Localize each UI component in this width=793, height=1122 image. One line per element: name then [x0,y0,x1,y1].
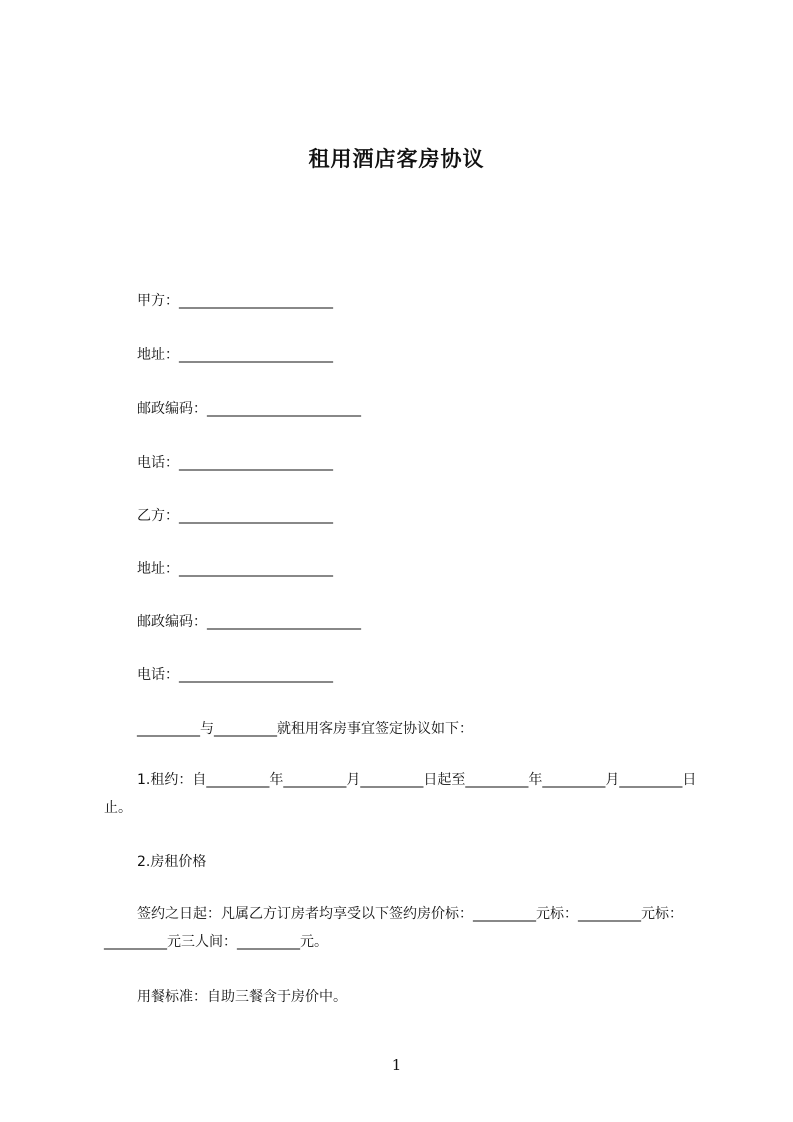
party-b-phone-line: 电话：______________________ [137,667,333,683]
party-a-address-line: 地址：______________________ [137,347,333,363]
party-a-line: 甲方：______________________ [137,293,333,309]
intro-line: _________与_________就租用客房事宜签定协议如下： [137,721,473,737]
party-a-phone-line: 电话：______________________ [137,455,333,471]
party-b-line: 乙方：______________________ [137,508,333,524]
clause-1-paragraph: 1.租约：自_________年_________月_________日起至_________年_________月_________日止。 [104,772,697,816]
party-a-postcode-line: 邮政编码：______________________ [137,401,361,417]
document-title: 租用酒店客房协议 [308,147,485,171]
clause-2-paragraph: 签约之日起：凡属乙方订房者均享受以下签约房价标：_________元标：_________元标：_________元三人间：_________元。 [104,906,683,950]
party-b-postcode-line: 邮政编码：______________________ [137,614,361,630]
clause-2-heading: 2.房租价格 [137,854,207,870]
party-b-address-line: 地址：______________________ [137,561,333,577]
meal-standard-line: 用餐标准：自助三餐含于房价中。 [137,989,347,1005]
page-number: 1 [391,1056,402,1074]
